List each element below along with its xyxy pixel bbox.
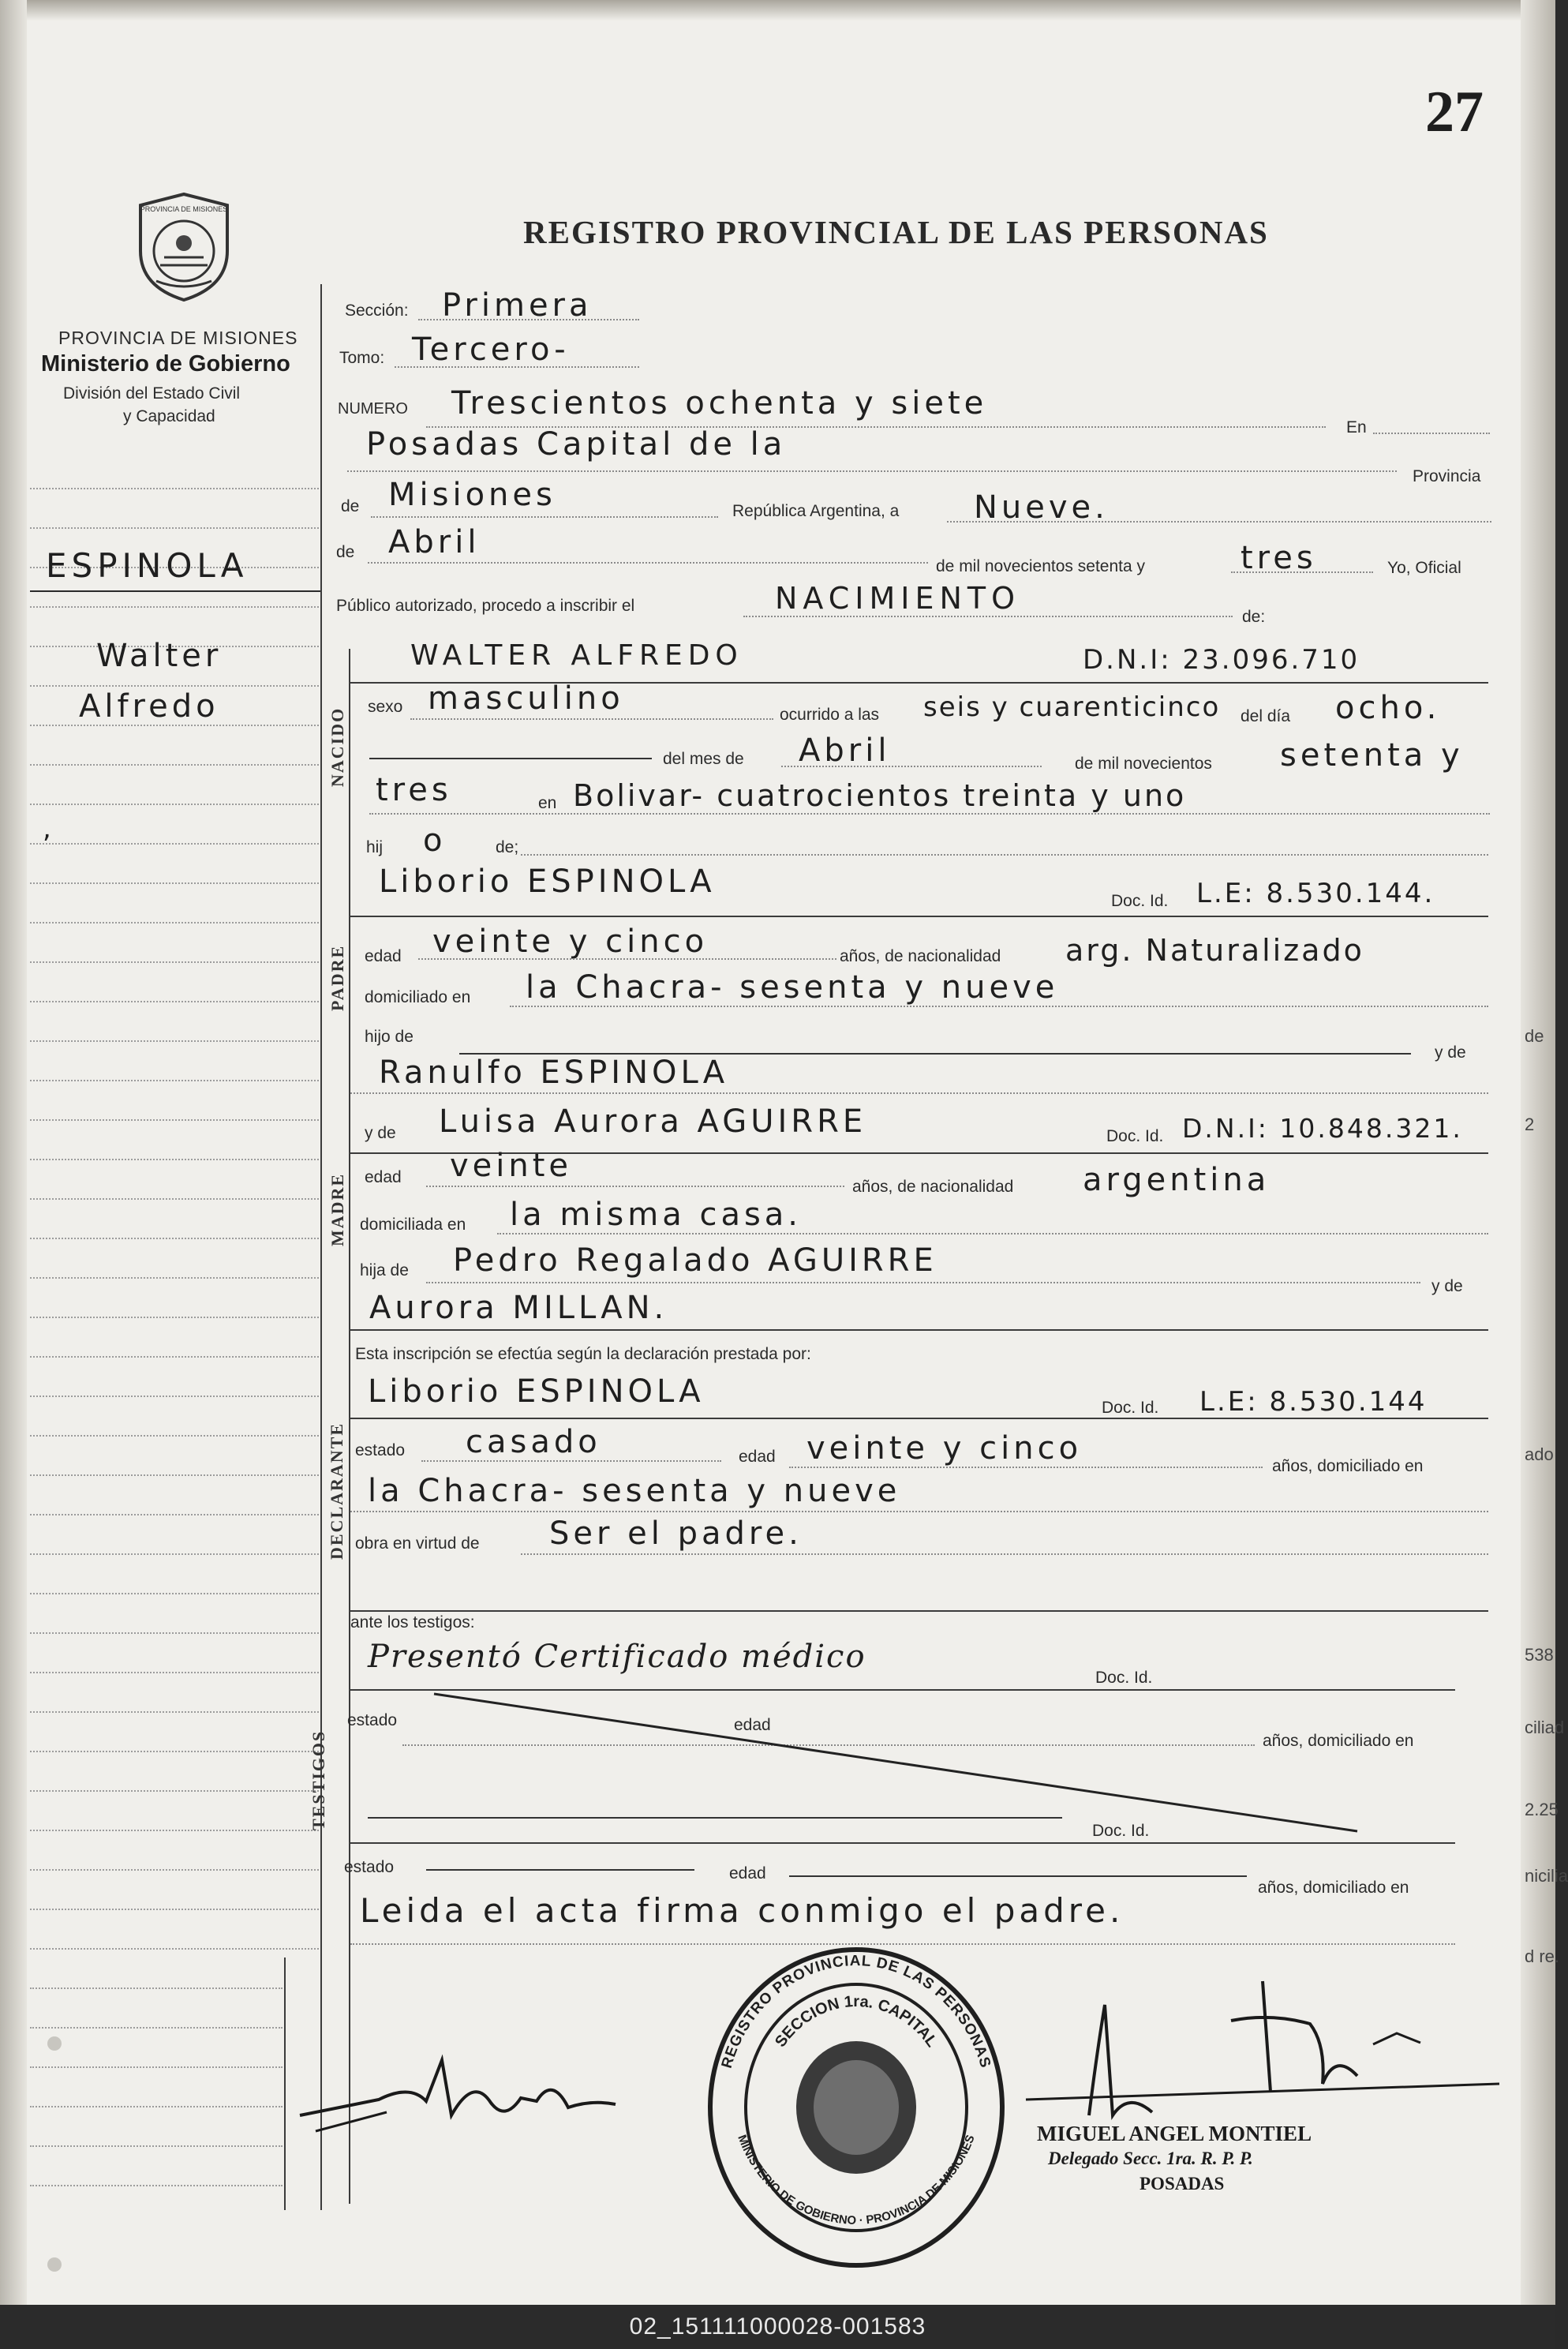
declarante-section-label: DECLARANTE <box>327 1422 346 1560</box>
testigos-ante-label: ante los testigos: <box>350 1613 475 1632</box>
margin-ruled-line <box>30 1001 319 1002</box>
padre-name-line <box>350 916 1488 917</box>
dia-value: Nueve. <box>974 489 1109 526</box>
acto-line <box>743 616 1233 617</box>
margin-ruled-line <box>30 804 319 805</box>
margin-ruled-line <box>30 488 319 489</box>
padre-nac-value: arg. Naturalizado <box>1065 933 1364 968</box>
padre-edad-label: edad <box>365 947 402 965</box>
ocurrido-label: ocurrido a las <box>780 706 880 724</box>
dia-line <box>947 521 1491 523</box>
padre-section-label: PADRE <box>327 944 347 1011</box>
header-capacity: y Capacidad <box>123 407 215 425</box>
padre-yde-label: y de <box>1435 1043 1466 1062</box>
anio-value: tres <box>1241 540 1317 576</box>
margin-ruled-line <box>30 1790 319 1792</box>
nacido-mes-value: Abril <box>799 732 891 769</box>
padre-nac-label: años, de nacionalidad <box>840 947 1001 965</box>
margin-ruled-line <box>30 1435 319 1437</box>
margin-ruled-line <box>30 2066 283 2068</box>
header-ministry: Ministerio de Gobierno <box>41 351 290 377</box>
madre-nombre: Luisa Aurora AGUIRRE <box>439 1103 867 1140</box>
madre-padre-value: Pedro Regalado AGUIRRE <box>453 1242 937 1279</box>
padre-doc-label: Doc. Id. <box>1111 892 1169 910</box>
header-province: PROVINCIA DE MISIONES <box>58 328 298 348</box>
madre-dom-value: la misma casa. <box>510 1197 803 1233</box>
officer-stamp-name: MIGUEL ANGEL MONTIEL <box>1037 2122 1312 2145</box>
de-mil-label: de mil novecientos setenta y <box>936 557 1145 575</box>
declarante-intro: Esta inscripción se efectúa según la declaración prestada por: <box>355 1345 811 1363</box>
margin-ruled-line <box>30 2185 283 2186</box>
padre-nombre: Liborio ESPINOLA <box>379 864 716 900</box>
margin-ruled-line <box>30 1119 319 1121</box>
de2-label: de <box>336 543 355 561</box>
margin-ruled-line <box>30 1987 283 1989</box>
sexo-label: sexo <box>368 698 403 716</box>
testigos-section-label: TESTIGOS <box>309 1729 328 1830</box>
testigos-edad2-label: edad <box>729 1864 766 1883</box>
testigos-dom-label: años, domiciliado en <box>1263 1732 1414 1750</box>
margin-given-name-1: Walter <box>96 638 223 674</box>
padre-de-padre-line <box>350 1092 1488 1094</box>
provincia-line <box>371 516 718 518</box>
officer-stamp-city: POSADAS <box>1140 2174 1225 2194</box>
margin-ruled-line <box>30 2145 283 2147</box>
madre-yde2-label: y de <box>1431 1277 1463 1295</box>
margin-ruled-line <box>30 2106 283 2107</box>
madre-dom-line <box>497 1233 1488 1234</box>
testigos-estado2-line <box>426 1869 694 1871</box>
testigos-edad2-line <box>789 1875 1247 1877</box>
margin-ruled-line <box>30 1277 319 1279</box>
declarante-obra-value: Ser el padre. <box>549 1515 803 1552</box>
declarante-estado-label: estado <box>355 1441 406 1459</box>
nacido-mes-line <box>781 766 1042 767</box>
republica-label: República Argentina, a <box>732 502 900 520</box>
del-mes-label: del mes de <box>663 750 744 768</box>
margin-ruled-line <box>30 1672 319 1673</box>
declarante-edad-value: veinte y cinco <box>806 1430 1083 1467</box>
provincia-value: Misiones <box>388 477 556 513</box>
numero-label: NUMERO <box>338 400 408 418</box>
padre-edad-value: veinte y cinco <box>432 923 709 960</box>
mes-line <box>368 562 928 564</box>
margin-ruled-line <box>30 1356 319 1358</box>
testigos-doc2-label: Doc. Id. <box>1092 1822 1150 1840</box>
nacido-dia-value: ocho. <box>1335 690 1441 726</box>
margin-ruled-line <box>30 1040 319 1042</box>
tomo-line <box>395 366 639 368</box>
margin-ruled-line <box>30 1080 319 1081</box>
padre-doc-value: L.E: 8.530.144. <box>1196 878 1435 909</box>
testigos-cierre: Leida el acta firma conmigo el padre. <box>360 1891 1125 1930</box>
madre-hija-label: hija de <box>360 1261 409 1279</box>
testigos-estado-label: estado <box>347 1711 398 1729</box>
nacido-anio-1: setenta y <box>1280 737 1464 774</box>
margin-ruled-line <box>30 1909 319 1910</box>
madre-doc-value: D.N.I: 10.848.321. <box>1182 1113 1463 1144</box>
margin-ruled-line <box>30 1238 319 1239</box>
margin-ruled-line <box>30 1159 319 1160</box>
nacido-section-label: NACIDO <box>327 706 347 787</box>
nacido-de-label: de; <box>496 838 519 856</box>
seal-text: PROVINCIA DE MISIONES <box>140 205 228 213</box>
testigos-cancel-stroke <box>426 1689 1373 1847</box>
nacido-en-label: en <box>538 794 557 812</box>
padre-dom-label: domiciliado en <box>365 988 471 1006</box>
declarante-nombre: Liborio ESPINOLA <box>368 1373 705 1410</box>
margin-ruled-line <box>30 1751 319 1752</box>
madre-nac-value: argentina <box>1083 1162 1270 1198</box>
margin-surname: ESPINOLA <box>46 546 249 585</box>
madre-padre-line <box>426 1282 1420 1283</box>
sexo-value: masculino <box>428 680 624 717</box>
margin-tick: , <box>43 813 55 845</box>
anio-line <box>1231 571 1373 573</box>
hora-value: seis y cuarenticinco <box>923 691 1221 723</box>
yo-label: Yo, Oficial <box>1387 559 1461 577</box>
margin-given-name-2: Alfredo <box>79 688 219 725</box>
fragment-text: 2.25 <box>1525 1800 1559 1819</box>
nacido-nombre: WALTER ALFREDO <box>410 639 743 672</box>
seal-mid-text: SECCION 1ra. CAPITAL <box>772 1993 941 2051</box>
margin-ruled-line <box>30 1593 319 1594</box>
declarante-doc-label: Doc. Id. <box>1102 1399 1159 1417</box>
padre-edad-line <box>418 958 836 960</box>
margin-ruled-line <box>30 764 319 766</box>
declarante-estado-value: casado <box>466 1424 601 1460</box>
margin-surname-underline <box>30 590 320 592</box>
sexo-line <box>410 718 773 720</box>
en-label: En <box>1346 418 1367 436</box>
declarante-end-line <box>350 1610 1488 1612</box>
tomo-value: Tercero- <box>412 332 570 368</box>
acto-value: NACIMIENTO <box>775 581 1021 616</box>
padre-dom-value: la Chacra- sesenta y nueve <box>526 969 1059 1006</box>
madre-edad-label: edad <box>365 1168 402 1186</box>
margin-ruled-line <box>30 1198 319 1200</box>
fragment-text: d re. <box>1525 1946 1560 1966</box>
testigos-estado2-label: estado <box>344 1858 395 1876</box>
punch-hole <box>47 2036 62 2051</box>
official-round-seal <box>702 1942 1010 2273</box>
padre-dom-line <box>510 1006 1488 1007</box>
padre-de-padre: Ranulfo ESPINOLA <box>379 1055 729 1091</box>
margin-rule <box>320 284 322 2210</box>
fragment-text: ciliad <box>1525 1718 1565 1737</box>
punch-hole <box>47 2257 62 2272</box>
declarante-obra-line <box>521 1553 1488 1555</box>
image-caption: 02_151111000028-001583 <box>0 2305 1555 2349</box>
section-label-rule <box>349 649 350 2204</box>
lugar-line <box>347 470 1397 472</box>
madre-section-label: MADRE <box>327 1172 347 1246</box>
margin-ruled-line <box>30 1474 319 1476</box>
declarante-dom-line <box>350 1511 1488 1512</box>
nacido-blank-line <box>369 758 652 759</box>
fragment-text: 538 <box>1525 1645 1554 1665</box>
margin-ruled-line <box>30 725 319 726</box>
hij-value: o <box>423 822 447 859</box>
hij-line <box>521 854 1488 856</box>
margin-ruled-line <box>30 1869 319 1871</box>
page-top-edge <box>0 0 1555 21</box>
nacido-de-mil-label: de mil novecientos <box>1075 755 1212 773</box>
declarante-doc-value: L.E: 8.530.144 <box>1199 1386 1428 1418</box>
numero-value: Trescientos ochenta y siete <box>451 385 988 421</box>
declarant-signature <box>284 2052 663 2147</box>
declarante-obra-label: obra en virtud de <box>355 1534 480 1553</box>
declarante-estado-line <box>421 1460 721 1462</box>
margin-ruled-line <box>30 1711 319 1713</box>
padre-hijo-label: hijo de <box>365 1028 414 1046</box>
seal-outer-text: REGISTRO PROVINCIAL DE LAS PERSONAS <box>718 1953 994 2070</box>
margin-ruled-line <box>30 1830 319 1831</box>
lugar-value: Posadas Capital de la <box>366 426 787 463</box>
margin-ruled-line <box>30 685 319 687</box>
seccion-line <box>418 319 639 320</box>
de3-label: de: <box>1242 608 1266 626</box>
de-label: de <box>341 497 360 515</box>
margin-ruled-line <box>30 527 319 529</box>
margin-ruled-line <box>30 1396 319 1397</box>
margin-ruled-line <box>30 961 319 963</box>
header-division: División del Estado Civil <box>63 384 241 403</box>
seal-bottom-text: MINISTERIO DE GOBIERNO · PROVINCIA DE MISIONES <box>735 2133 978 2227</box>
hij-label: hij <box>366 838 384 856</box>
margin-ruled-line <box>30 606 319 608</box>
nacido-anio-2: tres <box>376 772 452 808</box>
margin-ruled-line <box>30 1632 319 1634</box>
margin-ruled-line <box>30 1948 319 1950</box>
publico-label: Público autorizado, procedo a inscribir el <box>336 597 635 615</box>
madre-doc-label: Doc. Id. <box>1106 1127 1164 1145</box>
nacido-dni: D.N.I: 23.096.710 <box>1083 644 1360 676</box>
book-binding <box>0 0 27 2305</box>
madre-madre-value: Aurora MILLAN. <box>369 1290 668 1326</box>
officer-signature <box>1026 1958 1499 2131</box>
declarante-edad-label: edad <box>739 1448 776 1466</box>
testigos-t1-value: Presentó Certificado médico <box>368 1639 866 1675</box>
madre-end-line <box>350 1329 1488 1331</box>
testigos-doc-label: Doc. Id. <box>1095 1669 1153 1687</box>
madre-nac-label: años, de nacionalidad <box>852 1178 1014 1196</box>
madre-yde-label: y de <box>365 1124 396 1142</box>
nacido-lugar: Bolivar- cuatrocientos treinta y uno <box>573 778 1187 813</box>
fragment-text: 2 <box>1525 1115 1535 1134</box>
madre-edad-line <box>426 1186 844 1187</box>
declarante-name-line <box>350 1418 1488 1419</box>
fragment-text: ado <box>1525 1444 1554 1464</box>
en-line <box>1373 433 1490 434</box>
del-dia-label: del día <box>1241 707 1291 725</box>
madre-edad-value: veinte <box>450 1148 573 1184</box>
testigos-edad-label: edad <box>734 1716 771 1734</box>
declarante-edad-line <box>789 1467 1263 1468</box>
mes-value: Abril <box>388 524 481 560</box>
province-seal-emblem <box>125 188 243 306</box>
margin-ruled-line <box>30 1317 319 1318</box>
declarante-dom-value: la Chacra- sesenta y nueve <box>368 1473 901 1509</box>
margin-ruled-line <box>30 922 319 923</box>
declarante-dom-label: años, domiciliado en <box>1272 1457 1424 1475</box>
margin-ruled-line <box>30 2027 283 2029</box>
page-number: 27 <box>1425 80 1484 144</box>
tomo-label: Tomo: <box>339 349 385 367</box>
testigos-dom2-label: años, domiciliado en <box>1258 1879 1409 1897</box>
margin-ruled-line <box>30 1553 319 1555</box>
fragment-text: de <box>1525 1026 1544 1046</box>
fragment-text: nicilia <box>1525 1866 1568 1886</box>
seccion-value: Primera <box>442 287 593 324</box>
margin-ruled-line <box>30 1514 319 1515</box>
madre-dom-label: domiciliada en <box>360 1216 466 1234</box>
seccion-label: Sección: <box>345 302 409 320</box>
provincia-label: Provincia <box>1413 467 1481 485</box>
officer-stamp-role: Delegado Secc. 1ra. R. P. P. <box>1048 2149 1253 2168</box>
nacido-lugar-line <box>369 813 1490 815</box>
margin-ruled-line <box>30 843 319 845</box>
page-title: REGISTRO PROVINCIAL DE LAS PERSONAS <box>523 214 1269 250</box>
margin-ruled-line <box>30 882 319 884</box>
